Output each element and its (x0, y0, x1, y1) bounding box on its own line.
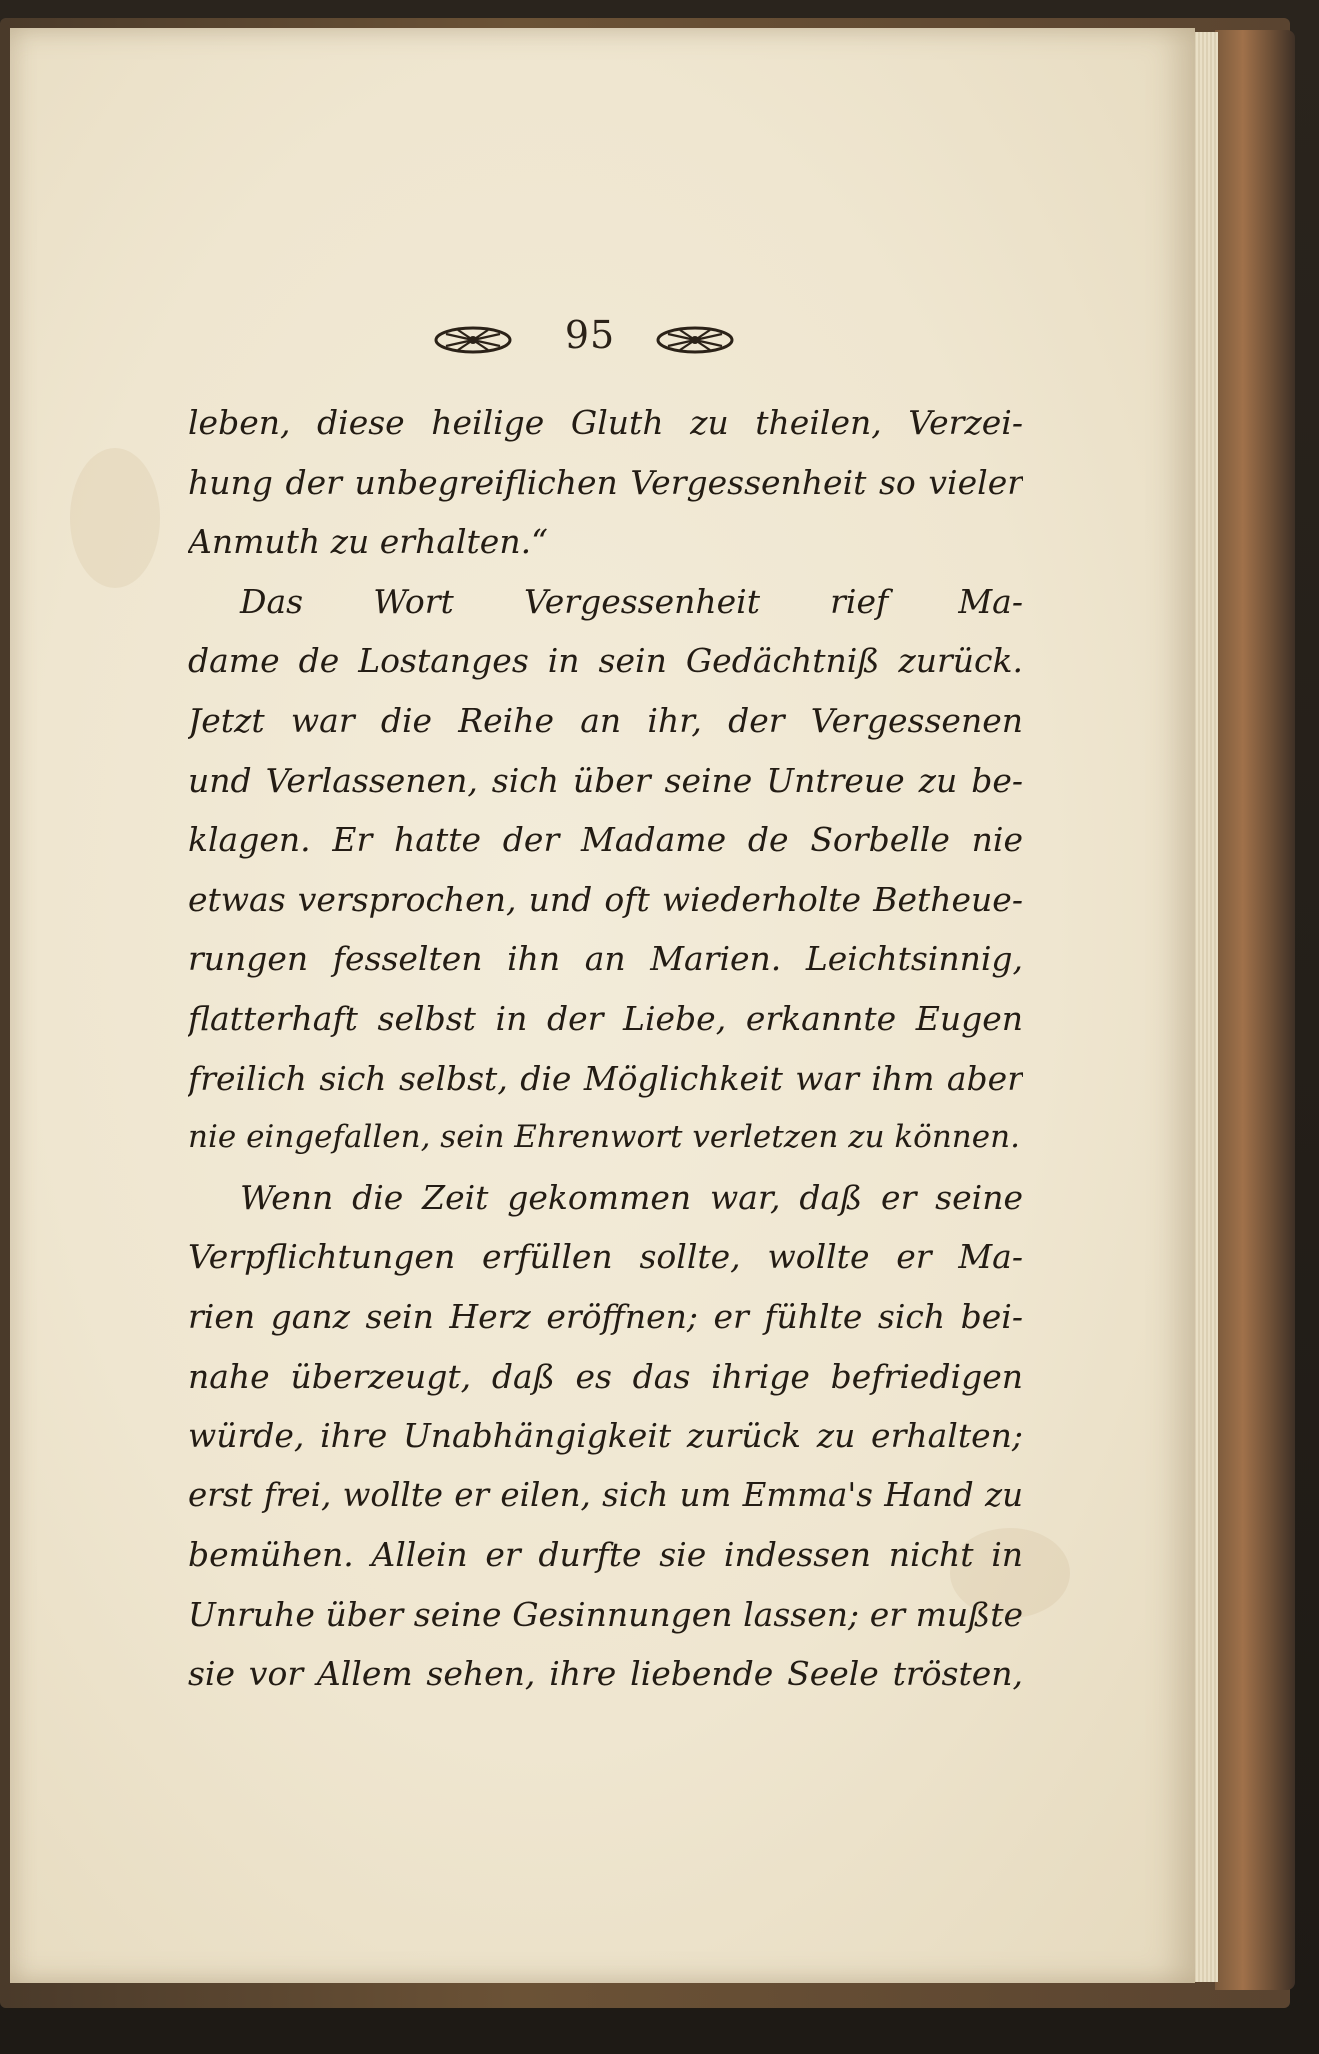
text-line: bemühen. Allein er durfte sie indessen nicht in (188, 1535, 1023, 1575)
rosette-ornament-icon (656, 325, 734, 355)
text-line: Wenn die Zeit gekommen war, daß er seine (240, 1177, 1023, 1217)
text-line: Das Wort Vergessenheit rief Ma- (240, 581, 1023, 621)
text-line: rungen fesselten ihn an Marien. Leichtsinnig, (188, 939, 1023, 979)
text-line: rien ganz sein Herz eröffnen; er fühlte sich bei- (188, 1296, 1023, 1336)
text-line: flatterhaft selbst in der Liebe, erkannte Eugen (188, 998, 1023, 1038)
text-line: hung der unbegreiflichen Vergessenheit so vieler (188, 462, 1023, 502)
page-header (10, 313, 1195, 373)
rosette-ornament-icon (434, 325, 512, 355)
text-line: Verpflichtungen erfüllen sollte, wollte er Ma- (188, 1237, 1023, 1277)
paper-stain (70, 448, 160, 588)
text-line: leben, diese heilige Gluth zu theilen, Verzei- (188, 403, 1023, 442)
text-line: klagen. Er hatte der Madame de Sorbelle nie (188, 820, 1023, 860)
text-line: sie vor Allem sehen, ihre liebende Seele trösten, (188, 1654, 1023, 1694)
text-line: freilich sich selbst, die Möglichkeit war ihm aber (188, 1058, 1023, 1098)
text-line: Unruhe über seine Gesinnungen lassen; er mußte (188, 1594, 1023, 1634)
book-cover-edge (1215, 30, 1295, 1990)
book-page (10, 28, 1195, 1983)
text-line: Anmuth zu erhalten.“ (188, 522, 548, 562)
text-line: etwas versprochen, und oft wiederholte Betheue- (188, 879, 1023, 919)
body-text (188, 393, 1023, 1704)
text-line: würde, ihre Unabhängigkeit zurück zu erhalten; (188, 1416, 1023, 1456)
text-line: nahe überzeugt, daß es das ihrige befriedigen (188, 1356, 1023, 1396)
text-line: Jetzt war die Reihe an ihr, der Vergessenen (188, 700, 1023, 740)
text-line: und Verlassenen, sich über seine Untreue zu be- (188, 760, 1023, 800)
text-line: erst frei, wollte er eilen, sich um Emma's Hand zu (188, 1475, 1023, 1514)
page-number: 95 (564, 313, 616, 357)
text-line: dame de Lostanges in sein Gedächtniß zurück. (188, 641, 1023, 681)
text-line: nie eingefallen, sein Ehrenwort verletzen zu können. (188, 1119, 1020, 1156)
